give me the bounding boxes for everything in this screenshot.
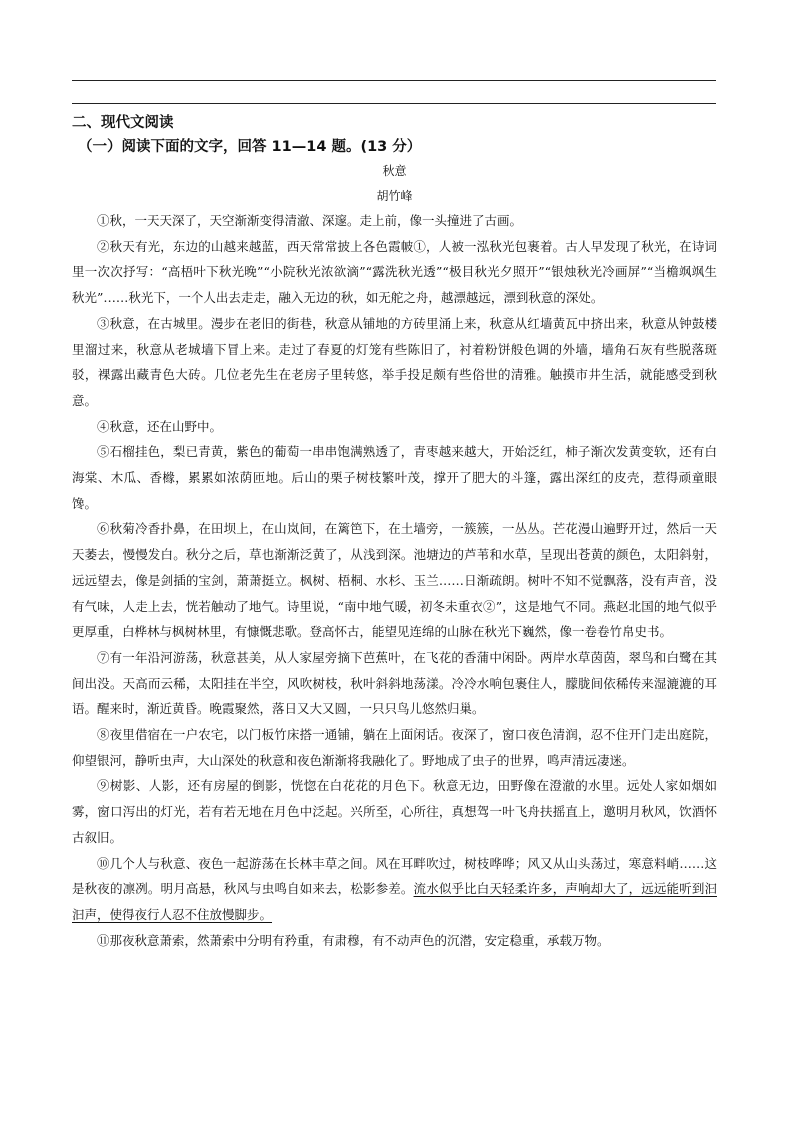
paragraph-2: ②秋天有光，东边的山越来越蓝，西天常常披上各色霞帔①，人被一泓秋光包裹着。古人早发现了秋光，在诗词里一次次抒写：“高梧叶下秋光晚”“小院秋光浓欲滴”“露洗秋光透”“极目秋光夕照开”“银烛秋光冷画屏”“当檐飒飒生秋光”……秋光下，一个人出去走走，融入无边的秋，如无舵之舟，越漂越远，漂到秋意的深处。 [72,238,717,306]
paragraph-11: ⑪那夜秋意萧索，然萧索中分明有矜重，有肃穆，有不动声色的沉潜，安定稳重，承载万物。 [97,932,610,948]
paragraph-9: ⑨树影、人影，还有房屋的倒影，恍惚在白花花的月色下。秋意无边，田野像在澄澈的水里。远处人家如烟如雾，窗口泻出的灯光，若有若无地在月色中泛起。兴所至，心所往，真想驾一叶飞舟扶摇直上，邀明月秋风，饮酒怀古叙旧。 [72,778,717,845]
paragraph-6: ⑥秋菊冷香扑鼻，在田坝上，在山岚间，在篱笆下，在土墙旁，一簇簇，一丛丛。芒花漫山遍野开过，然后一天天萎去，慢慢发白。秋分之后，草也渐渐泛黄了，从浅到深。池塘边的芦苇和水草，呈现出苍黄的颜色，太阳斜射，远远望去，像是剑插的宝剑，萧萧挺立。枫树、梧桐、水杉、玉兰……日渐疏朗。树叶不知不觉飘落，没有声音，没有气味，人走上去，恍若触动了地气。诗里说，“南中地气暖，初冬未重衣②”，这是地气不同。燕赵北国的地气似乎更厚重，白桦林与枫树林里，有慷慨悲歌。登高怀古，能望见连绵的山脉在秋光下巍然，像一卷卷竹帛史书。 [72,521,717,640]
paragraph-5: ⑤石榴挂色，梨已青黄，紫色的葡萄一串串饱满熟透了，青枣越来越大，开始泛红，柿子渐次发黄变软，还有白海棠、木瓜、香橼，累累如浓荫匝地。后山的栗子树枝繁叶茂，撑开了肥大的斗篷，露出深红的皮壳，惹得顽童眼馋。 [72,444,717,511]
reading-section [72,111,717,953]
section-heading: 二、现代文阅读 [72,115,174,131]
underlined-sentence: 流水似乎比白天轻柔许多，声响却大了，远远能听到汩汩声，使得夜行人忍不住放慢脚步。 [72,881,717,922]
paragraph-7: ⑦有一年沿河游荡，秋意甚美，从人家屋旁摘下芭蕉叶，在飞花的香蒲中闲卧。两岸水草茵茵，翠鸟和白鹭在其间出没。天高而云稀，太阳挂在半空，风吹树枝，秋叶斜斜地荡漾。冷冷水响包裹住人，朦胧间依稀传来湿漉漉的耳语。醒来时，渐近黄昏。晚霞聚然，落日又大又圆，一只只鸟儿悠然归巢。 [72,649,717,717]
paragraph-4: ④秋意，还在山野中。 [97,418,223,434]
header-rule-top [72,80,716,81]
article-author: 胡竹峰 [376,189,413,203]
question-instruction: （一）阅读下面的文字，回答 11—14 题。(13 分） [78,139,422,155]
paragraph-10: ⑩几个人与秋意、夜色一起游荡在长林丰草之间。风在耳畔吹过，树枝哗哗；风又从山头荡过，寒意料峭……这是秋夜的凛冽。明月高悬，秋风与虫鸣自如来去，松影参差。流水似乎比白天轻柔许多，声响却大了，远远能听到汩汩声，使得夜行人忍不住放慢脚步。 [72,855,717,922]
paragraph-8: ⑧夜里借宿在一户农宅，以门板竹床搭一通铺，躺在上面闲话。夜深了，窗口夜色清润，忍不住开门走出庭院，仰望银河，静听虫声，大山深处的秋意和夜色渐渐将我融化了。野地成了虫子的世界，鸣声清远凄迷。 [72,727,717,768]
header-rule-bottom [72,103,716,104]
paragraph-1: ①秋，一天天深了，天空渐渐变得清澈、深邃。走上前，像一头撞进了古画。 [97,213,523,228]
paragraph-3: ③秋意，在古城里。漫步在老旧的街巷，秋意从铺地的方砖里涌上来，秋意从红墙黄瓦中挤出来，秋意从钟鼓楼里溜过来，秋意从老城墙下冒上来。走过了春夏的灯笼有些陈旧了，衬着粉饼般色调的外墙，墙角石灰有些脱落斑驳，裸露出藏青色大砖。几位老先生在老房子里转悠，举手投足颇有些俗世的清雅。触摸市井生活，就能感受到秋意。 [72,315,717,408]
article-title: 秋意 [382,164,407,178]
